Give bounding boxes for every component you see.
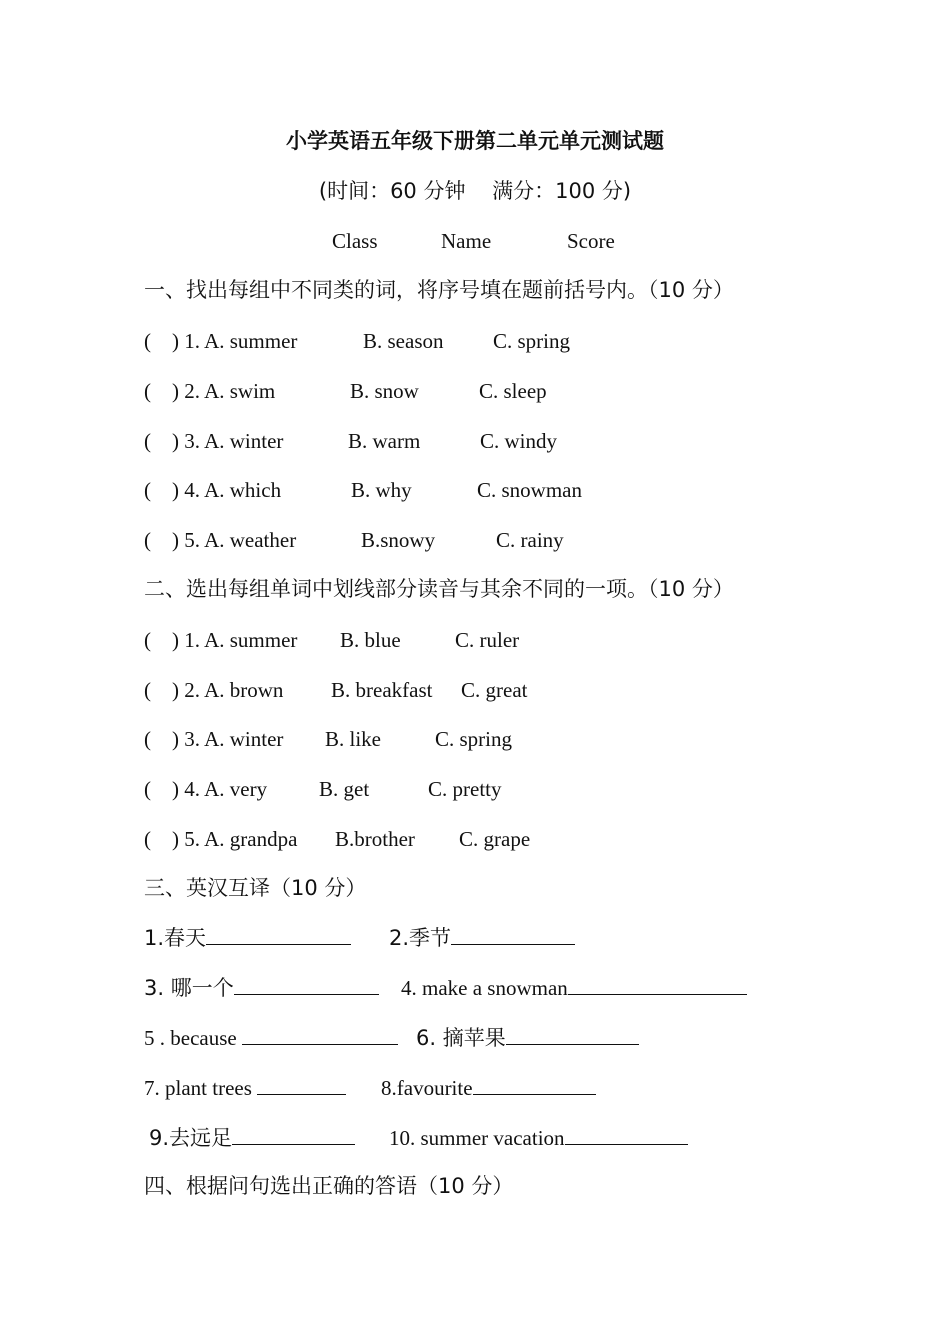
text-label: C. sleep xyxy=(479,379,547,403)
answer-blank xyxy=(257,1076,346,1095)
text-label: B.brother xyxy=(335,827,415,851)
text-label: B. snow xyxy=(350,379,419,403)
text-label: ) 1. A. summer xyxy=(172,628,298,652)
text-label: 2.季节 xyxy=(389,926,452,950)
text-label: 1.春天 xyxy=(144,926,207,950)
text-label: C. rainy xyxy=(496,528,564,552)
text-label: 7. plant trees xyxy=(144,1076,258,1100)
class-label: Class xyxy=(332,229,378,253)
text-label: ) 2. A. swim xyxy=(172,379,276,403)
section4-heading: 四、根据问句选出正确的答语（10 分） xyxy=(144,1174,514,1198)
text-label: 6. 摘苹果 xyxy=(416,1026,506,1050)
text-label: C. spring xyxy=(493,329,571,353)
answer-blank xyxy=(506,1026,639,1045)
text-label: C. great xyxy=(461,678,528,702)
text-label: ) 4. A. which xyxy=(172,478,282,502)
text-label: ) 1. A. summer xyxy=(172,329,298,353)
text-label: B. blue xyxy=(340,628,401,652)
text-label: 3. 哪一个 xyxy=(144,976,234,1000)
answer-blank xyxy=(206,926,351,945)
text-label: 10. summer vacation xyxy=(389,1126,565,1150)
answer-blank xyxy=(232,1126,355,1145)
text-label: ) 5. A. weather xyxy=(172,528,297,552)
text-label: ( xyxy=(144,827,151,851)
text-label: ( xyxy=(144,628,151,652)
text-label: ( xyxy=(144,379,151,403)
text-label: B.snowy xyxy=(361,528,436,552)
text-label: C. pretty xyxy=(428,777,502,801)
answer-blank xyxy=(242,1026,398,1045)
page-title: 小学英语五年级下册第二单元单元测试题 xyxy=(286,129,664,153)
name-label: Name xyxy=(441,229,492,253)
answer-blank xyxy=(234,976,379,995)
text-label: C. grape xyxy=(459,827,531,851)
text-label: ( xyxy=(144,528,151,552)
text-label: ) 5. A. grandpa xyxy=(172,827,298,851)
text-label: B. why xyxy=(351,478,412,502)
section2-heading: 二、选出每组单词中划线部分读音与其余不同的一项。（10 分） xyxy=(144,577,734,601)
text-label: ( xyxy=(144,429,151,453)
text-label: C. spring xyxy=(435,727,513,751)
text-label: B. warm xyxy=(348,429,421,453)
section3-heading: 三、英汉互译（10 分） xyxy=(144,876,367,900)
text-label: C. snowman xyxy=(477,478,582,502)
text-label: ) 3. A. winter xyxy=(172,727,284,751)
text-label: 8.favourite xyxy=(381,1076,473,1100)
answer-blank xyxy=(473,1076,596,1095)
answer-blank xyxy=(568,976,747,995)
text-label: B. get xyxy=(319,777,370,801)
exam-info-time-score xyxy=(0,178,950,204)
text-label: 5 . because xyxy=(144,1026,242,1050)
text-label: ( xyxy=(144,478,151,502)
score-label: Score xyxy=(567,229,615,253)
text-label: ( xyxy=(144,727,151,751)
text-label: ) 3. A. winter xyxy=(172,429,284,453)
text-label: B. breakfast xyxy=(331,678,433,702)
section1-heading: 一、找出每组中不同类的词，将序号填在题前括号内。（10 分） xyxy=(144,278,734,302)
answer-blank xyxy=(565,1126,688,1145)
text-label: 4. make a snowman xyxy=(401,976,568,1000)
text-label: (时间：60 分钟 满分：100 分) xyxy=(318,179,632,203)
text-label: ( xyxy=(144,329,151,353)
text-label: 9.去远足 xyxy=(149,1126,233,1150)
text-label: ) 2. A. brown xyxy=(172,678,284,702)
text-label: ( xyxy=(144,678,151,702)
answer-blank xyxy=(451,926,575,945)
text-label: B. like xyxy=(325,727,381,751)
text-label: ) 4. A. very xyxy=(172,777,268,801)
text-label: B. season xyxy=(363,329,444,353)
text-label: C. ruler xyxy=(455,628,520,652)
text-label: ( xyxy=(144,777,151,801)
text-label: C. windy xyxy=(480,429,558,453)
